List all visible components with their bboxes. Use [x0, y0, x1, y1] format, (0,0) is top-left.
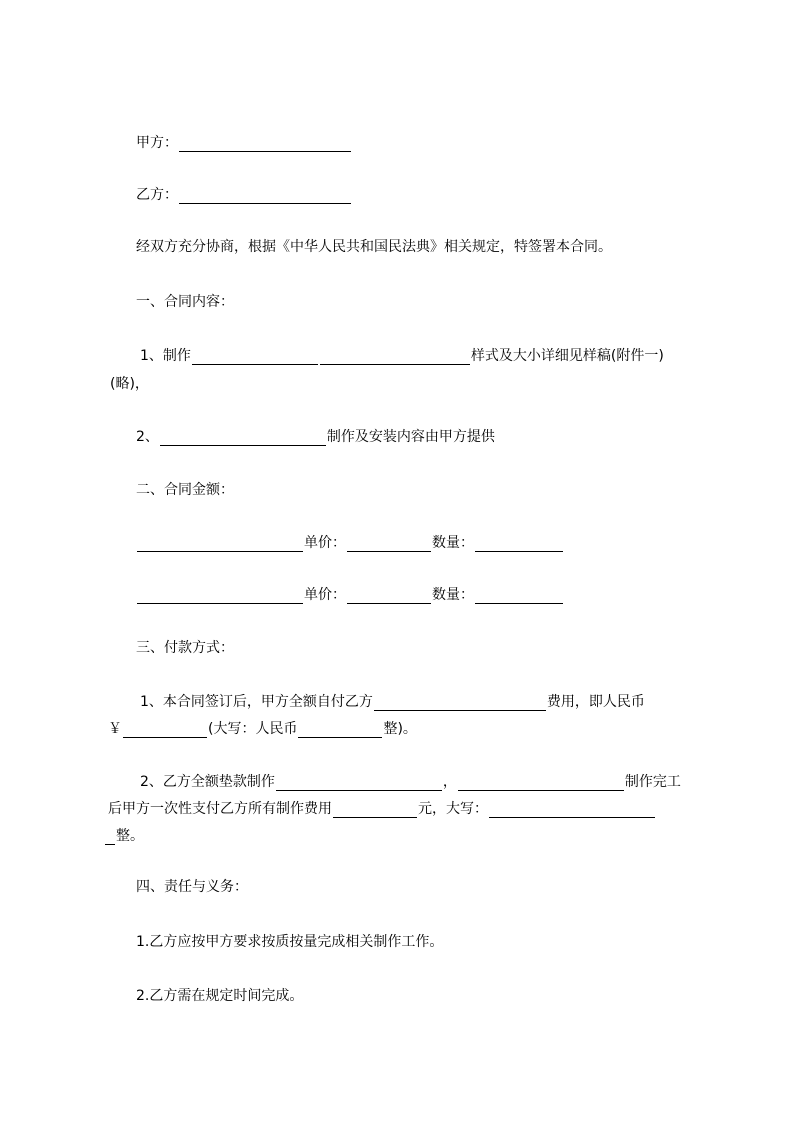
amount-row2-quantity-label: 数量： [432, 587, 474, 603]
capital-amount-open: (大写：人民币 [208, 721, 298, 737]
party-b-line [136, 186, 352, 204]
section1-item1-suffix: 样式及大小详细见样稿(附件一) [470, 348, 664, 364]
party-a-line [136, 134, 352, 152]
payment-item2-tail-blank[interactable] [105, 829, 115, 845]
party-a-blank[interactable] [179, 136, 351, 152]
amount-row1-item-blank[interactable] [137, 536, 303, 552]
amount-row1-quantity-blank[interactable] [475, 536, 563, 552]
party-b-label: 乙方： [136, 187, 178, 203]
payment-item2-line2 [108, 800, 656, 818]
duty-item2: 2.乙方需在规定时间完成。 [136, 988, 304, 1004]
section1-item1-prefix: 1、制作 [140, 348, 191, 364]
payment-item1-line2 [108, 720, 417, 738]
amount-row2-unit-price-label: 单价： [304, 587, 346, 603]
currency-symbol: ￥ [108, 721, 122, 737]
section1-item1-cont: (略)， [110, 376, 149, 392]
payment-rmb-amount-blank[interactable] [123, 722, 207, 738]
section1-item2 [136, 428, 495, 446]
payment-item2-line2-text: 后甲方一次性支付乙方所有制作费用 [108, 801, 332, 817]
payment-item2-line1-end: 制作完工 [624, 774, 681, 790]
payment-item1-line1 [140, 693, 645, 711]
section1-heading: 一、合同内容： [136, 294, 234, 310]
item1-blank-a[interactable] [192, 349, 318, 365]
payment-item1-text: 1、本合同签订后，甲方全额自付乙方 [140, 694, 373, 710]
payment-item2-line3 [104, 827, 144, 845]
payment-total-blank[interactable] [333, 802, 417, 818]
party-b-blank[interactable] [179, 188, 351, 204]
section4-heading: 四、责任与义务： [136, 879, 248, 895]
payment-item2-text: 2、乙方全额垫款制作 [140, 774, 275, 790]
item1-blank-b[interactable] [320, 349, 470, 365]
payment-item2-comma: ， [442, 774, 457, 790]
amount-row2-quantity-blank[interactable] [475, 588, 563, 604]
section3-heading: 三、付款方式： [136, 640, 234, 656]
payment-item1-end: 费用，即人民币 [546, 694, 645, 710]
payment-item2-blank-b[interactable] [458, 775, 624, 791]
payment-capital-blank[interactable] [298, 722, 382, 738]
duty-item1: 1.乙方应按甲方要求按质按量完成相关制作工作。 [136, 934, 444, 950]
section1-item2-suffix: 制作及安装内容由甲方提供 [326, 429, 495, 445]
payment-item2-line1 [140, 773, 681, 791]
amount-row1-quantity-label: 数量： [432, 535, 474, 551]
section1-item1 [140, 347, 664, 365]
payment-item1-fee-blank[interactable] [374, 695, 546, 711]
payment-item2-end: 整。 [116, 828, 144, 844]
amount-row-1 [136, 534, 564, 552]
section1-item2-prefix: 2、 [136, 429, 159, 445]
amount-row2-unit-price-blank[interactable] [347, 588, 431, 604]
section2-heading: 二、合同金额： [136, 482, 234, 498]
party-a-label: 甲方： [136, 135, 178, 151]
payment-item2-blank-a[interactable] [276, 775, 442, 791]
amount-row2-item-blank[interactable] [137, 588, 303, 604]
item2-blank[interactable] [160, 430, 326, 446]
intro-paragraph: 经双方充分协商，根据《中华人民共和国民法典》相关规定，特签署本合同。 [136, 239, 612, 255]
amount-row1-unit-price-label: 单价： [304, 535, 346, 551]
amount-row-2 [136, 586, 564, 604]
payment-item2-yuan: 元，大写： [418, 801, 488, 817]
amount-row1-unit-price-blank[interactable] [347, 536, 431, 552]
capital-amount-close: 整)。 [383, 721, 417, 737]
payment-total-capital-blank[interactable] [489, 802, 655, 818]
